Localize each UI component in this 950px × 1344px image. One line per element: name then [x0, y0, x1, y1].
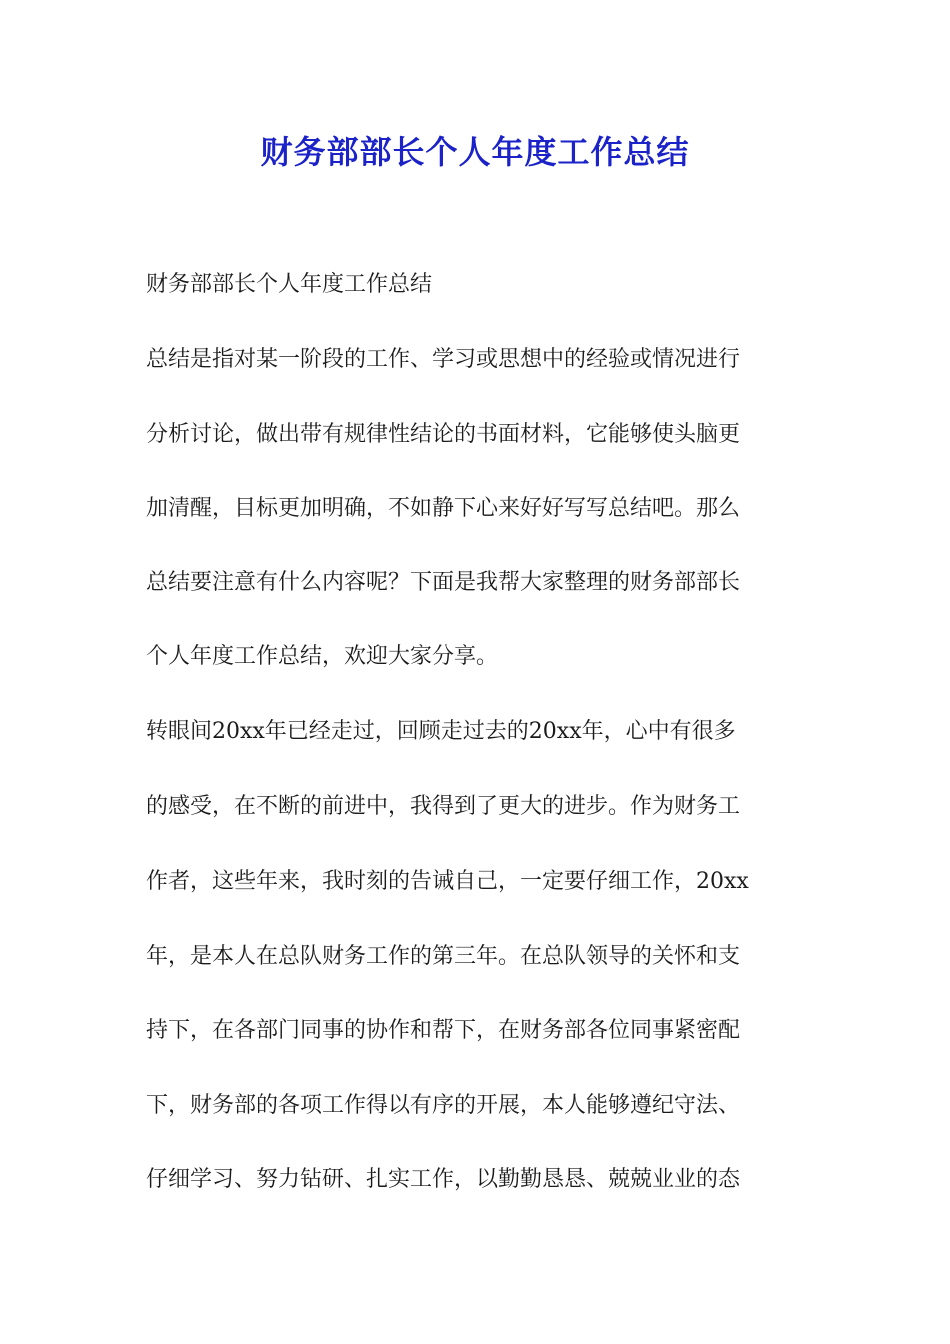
body-line: 分析讨论，做出带有规律性结论的书面材料，它能够使头脑更 — [146, 422, 741, 447]
document-title: 财务部部长个人年度工作总结 — [260, 133, 690, 171]
body-line: 的感受，在不断的前进中，我得到了更大的进步。作为财务工 — [146, 794, 741, 819]
body-line: 个人年度工作总结，欢迎大家分享。 — [146, 644, 499, 669]
body-line: 仔细学习、努力钻研、扎实工作，以勤勤恳恳、兢兢业业的态 — [146, 1167, 741, 1192]
body-line: 加清醒，目标更加明确，不如静下心来好好写写总结吧。那么 — [146, 496, 741, 521]
body-line: 作者，这些年来，我时刻的告诫自己，一定要仔细工作，20xx — [146, 869, 749, 894]
body-line: 转眼间20xx年已经走过，回顾走过去的20xx年，心中有很多 — [146, 719, 736, 744]
body-line: 总结要注意有什么内容呢？下面是我帮大家整理的财务部部长 — [146, 570, 741, 595]
body-line: 持下，在各部门同事的协作和帮下，在财务部各位同事紧密配 — [146, 1018, 741, 1043]
body-line-subtitle: 财务部部长个人年度工作总结 — [146, 272, 433, 297]
body-line: 下，财务部的各项工作得以有序的开展，本人能够遵纪守法、 — [146, 1093, 741, 1118]
body-line: 总结是指对某一阶段的工作、学习或思想中的经验或情况进行 — [146, 347, 741, 372]
body-line: 年，是本人在总队财务工作的第三年。在总队领导的关怀和支 — [146, 944, 741, 969]
